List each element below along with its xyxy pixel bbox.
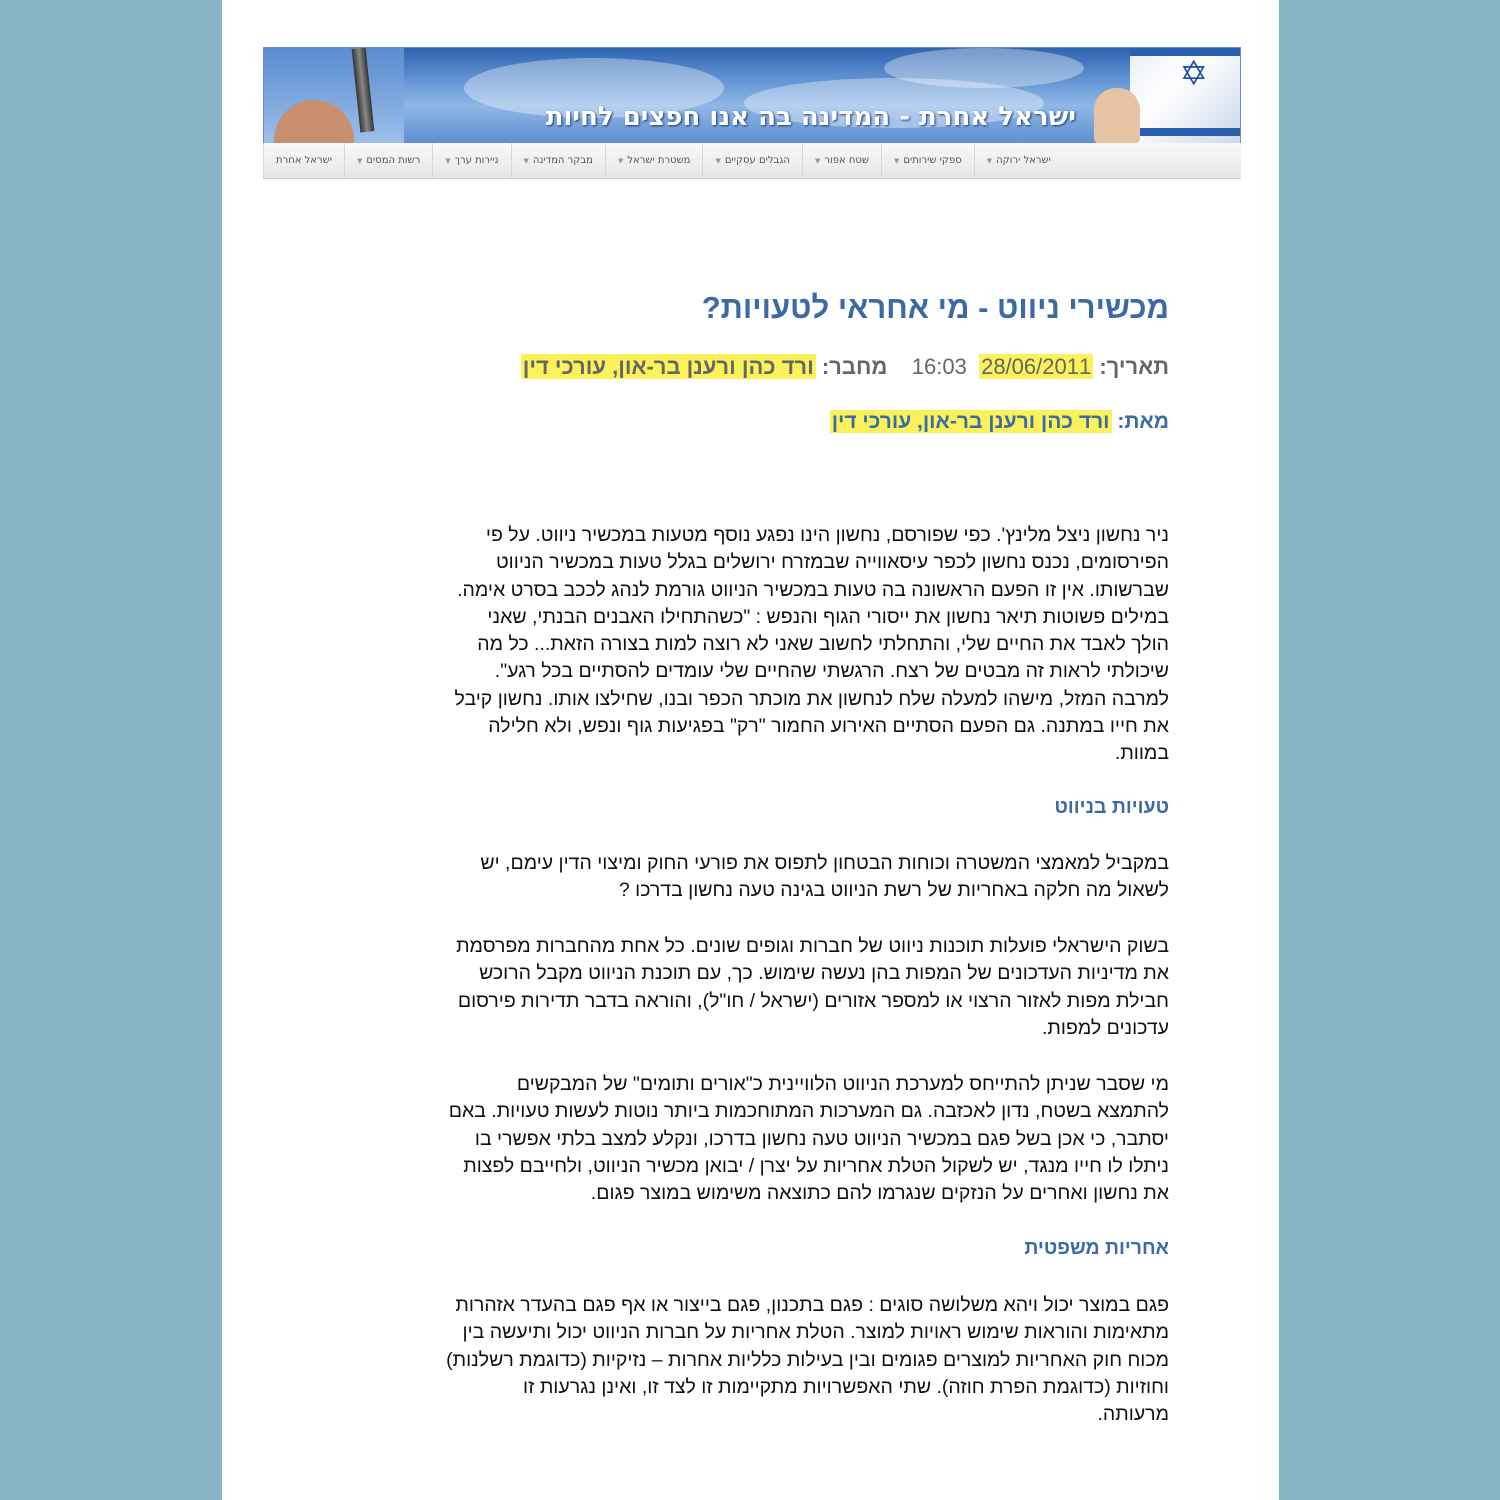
- paragraph-line: הולך לאבד את החיים שלי, והתחלתי לחשוב שאני לא רוצה למות בצורה הזאת... כל מה: [477, 633, 1169, 656]
- chevron-down-icon: ▼: [523, 156, 529, 165]
- chevron-down-icon: ▼: [893, 156, 900, 165]
- from-value: ורד כהן ורענן בר-און, עורכי דין: [831, 410, 1110, 433]
- child-image: [1094, 88, 1140, 144]
- banner-title: ישראל אחרת - המדינה בה אנו חפצים לחיות: [545, 102, 1076, 132]
- main-nav: [263, 143, 1241, 179]
- flag-stripe: [1130, 128, 1240, 136]
- paragraph-line: את נחשון ואחרים על הנזקים שנגרמו להם כתוצאה משימוש במוצר פגום.: [590, 1182, 1169, 1205]
- paragraph-line: חבילת מפות לאזור הרצוי או למספר אזורים (ישראל / חו"ל), והוראה בדבר תדירות פירסום: [457, 989, 1169, 1012]
- nav-item-service-providers[interactable]: [881, 143, 974, 178]
- nav-item-label: שטח אפור: [824, 155, 869, 166]
- nav-item-israel-aheret[interactable]: [263, 143, 344, 178]
- star-of-david-icon: ✡: [1179, 54, 1208, 94]
- chevron-down-icon: ▼: [617, 156, 624, 165]
- paragraph-line: את חייו במתנה. גם הפעם הסתיים האירוע החמור "רק" בפגיעות גוף ונפש, ולא חלילה: [488, 715, 1169, 738]
- paragraph-line: ניתלו לו חייו מנגד, יש לשקול הטלת אחריות על יצרן / יבואן מכשיר הניווט, ולחייבם לפצות: [463, 1154, 1169, 1177]
- article-meta: [521, 354, 1169, 380]
- paragraph-line: הפירסומים, נכנס נחשון לכפר עיסאווייה שבמזרח ירושלים בגלל טעות במכשיר הניווט: [495, 551, 1169, 574]
- paragraph-line: שיכולתי לראות זה מבטים של רצח. הרגשתי שהחיים שלי עומדים להסתיים בכל רגע".: [494, 660, 1169, 683]
- paragraph-line: בשוק הישראלי פועלות תוכנות ניווט של חברות וגופים שונים. כל אחת מהחברות מפרסמת: [456, 935, 1169, 957]
- section1-paragraph: [349, 850, 1169, 905]
- nav-item-label: ניירות ערך: [454, 155, 499, 166]
- paragraph-line: במילים פשוטות תיאר נחשון את ייסורי הגוף והנפש : "כשהתחילו האבנים הבנתי, שאני: [487, 605, 1169, 628]
- chevron-down-icon: ▼: [814, 156, 821, 165]
- chevron-down-icon: ▼: [986, 156, 993, 165]
- nav-item-label: הגבלים עסקיים: [724, 155, 790, 166]
- hand-image: [274, 100, 354, 144]
- nav-item-police[interactable]: [605, 143, 702, 178]
- chevron-down-icon: ▼: [445, 156, 451, 165]
- paragraph-line: את מדיניות העדכונים של המפות בהן נעשה שימוש. כך, עם תוכנת הניווט מקבל הרוכש: [479, 962, 1169, 985]
- nav-item-label: מבקר המדינה: [532, 155, 593, 166]
- nav-item-green-israel[interactable]: [974, 143, 1063, 178]
- paragraph-line: שברשותו. אין זו הפעם הראשונה בה טעות במכשיר הניווט גורמת לנהג לככב בסרט אימה.: [457, 578, 1169, 601]
- squeegee-icon: [264, 48, 404, 144]
- chevron-down-icon: ▼: [356, 156, 363, 165]
- from-label: מאת:: [1117, 410, 1169, 433]
- paragraph-line: מתאימות והוראות שימוש ראויות למוצר. הטלת אחריות על חברות הניווט יכול ותיעשה בין: [462, 1321, 1169, 1344]
- paragraph-line: ניר נחשון ניצל מלינץ'. כפי שפורסם, נחשון הינו נפגע נוסף מטעות במכשיר ניווט. על פי: [485, 524, 1169, 546]
- nav-item-label: רשות המסים: [366, 155, 421, 166]
- intro-paragraph: [349, 522, 1169, 768]
- section1-paragraph: [349, 933, 1169, 1042]
- nav-item-antitrust[interactable]: [702, 143, 802, 178]
- paragraph-line: יסתבר, כי אכן בשל פגם במכשיר הניווט טעה נחשון בדרכו, ונקלע למצב בלתי אפשרי בו: [474, 1127, 1169, 1150]
- article-date: 28/06/2011: [981, 354, 1092, 379]
- paragraph-line: מי שסבר שניתן להתייחס למערכת הניווט הלוויינית כ"אורים ותומים" של המבקשים: [516, 1073, 1169, 1095]
- paragraph-line: למרבה המזל, מישהו למעלה שלח לנחשון את מוכתר הכפר ובנו, שחילצו אותו. נחשון קיבל: [454, 687, 1169, 710]
- article-title: מכשירי ניווט - מי אחראי לטעויות?: [701, 290, 1169, 325]
- squeegee-handle: [352, 47, 375, 132]
- article-time: 16:03: [911, 354, 967, 379]
- paragraph-line: להתמצא בשטח, נדון לאכזבה. גם המערכות המתוחכמות ביותר נוטות לעשות טעויות. באם: [448, 1100, 1169, 1123]
- paragraph-line: במוות.: [1114, 742, 1169, 765]
- nav-item-label: ישראל אחרת: [276, 155, 332, 166]
- site-banner: [263, 47, 1241, 145]
- paragraph-line: עדכונים למפות.: [1042, 1016, 1169, 1039]
- banner-cloud: [884, 48, 1084, 88]
- paragraph-line: במקביל למאמצי המשטרה וכוחות הבטחון לתפוס את פורעי החוק ומיצוי הדין עימם, יש: [480, 852, 1169, 874]
- nav-item-state-comptroller[interactable]: [511, 143, 605, 178]
- nav-item-tax-authority[interactable]: [344, 143, 432, 178]
- nav-item-label: ספקי שירותים: [903, 155, 962, 166]
- nav-item-grey-area[interactable]: [802, 143, 881, 178]
- paragraph-line: מרעותה.: [1097, 1403, 1169, 1426]
- section1-paragraph: [349, 1071, 1169, 1207]
- nav-item-securities[interactable]: [432, 143, 510, 178]
- paragraph-line: מכוח חוק האחריות למוצרים פגומים ובין בעילות כלליות אחרות – נזיקיות (כדוגמת רשלנות): [446, 1348, 1169, 1371]
- paragraph-line: פגם במוצר יכול ויהא משלושה סוגים : פגם בתכנון, פגם בייצור או אף פגם בהעדר אזהרות: [455, 1294, 1169, 1316]
- article-from: [830, 410, 1169, 434]
- section-heading: אחריות משפטית: [1024, 1237, 1169, 1259]
- section2-paragraph: [349, 1292, 1169, 1428]
- paragraph-line: וחוזיות (כדוגמת הפרת חוזה). שתי האפשרויות מתקיימות זו לצד זו, ואינן נגרעות זו: [523, 1375, 1169, 1398]
- nav-item-label: משטרת ישראל: [627, 155, 691, 166]
- article-author: ורד כהן ורענן בר-און, עורכי דין: [522, 354, 814, 379]
- nav-item-label: ישראל ירוקה: [996, 155, 1051, 166]
- date-label: תאריך:: [1099, 354, 1169, 379]
- document-page: [222, 0, 1279, 1500]
- flag-icon: [1130, 48, 1240, 144]
- chevron-down-icon: ▼: [715, 156, 721, 165]
- author-label: מחבר:: [821, 354, 888, 379]
- paragraph-line: לשאול מה חלקה באחריות של רשת הניווט בגינה טעה נחשון בדרכו ?: [618, 879, 1169, 902]
- section-heading: טעויות בניווט: [1054, 796, 1169, 818]
